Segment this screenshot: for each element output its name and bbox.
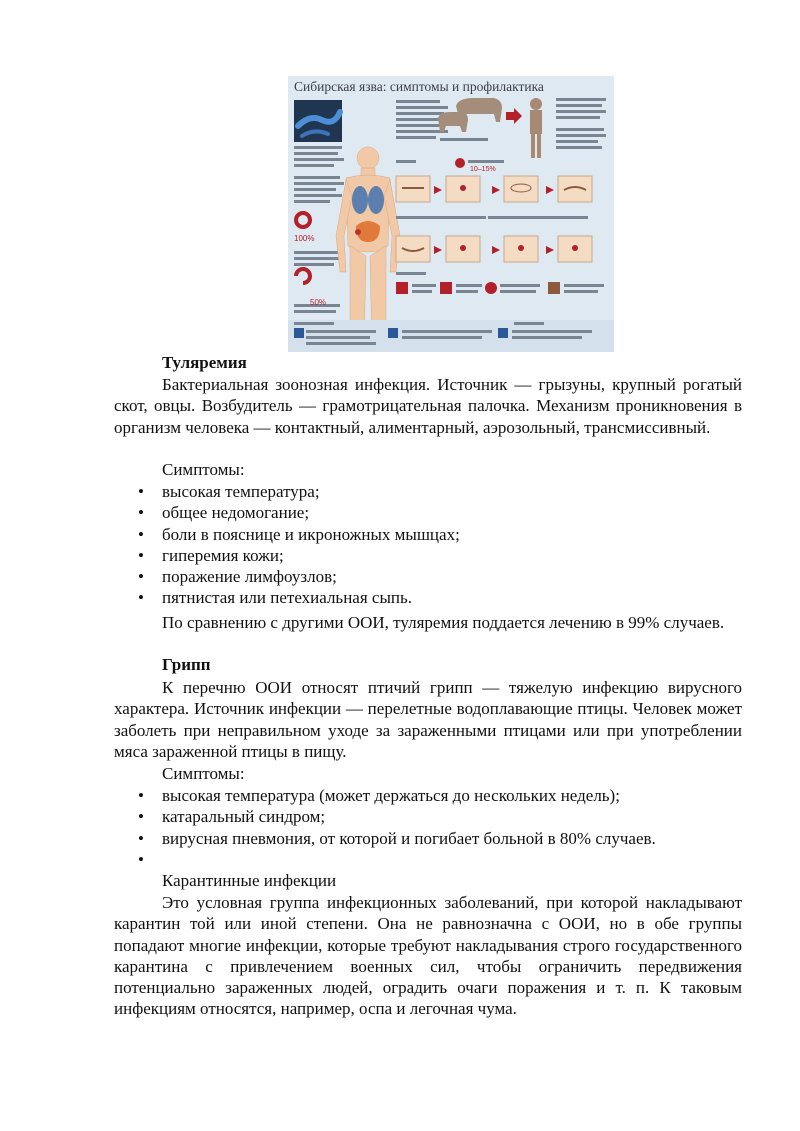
bullet: • <box>138 503 144 523</box>
bullet: • <box>138 786 144 805</box>
tularemia-symptom-list <box>114 481 460 609</box>
quarantine-text: Это условная группа инфекционных заболеваний, при которой накладывают карантин той или иной степени. Она не равнозначна с ООИ, но в обе группы попадают многие инфекции, которые требуют накладывания строго государственного карантина с привлечением военных сил, чтобы ограничить передвижения потенциально зараженных людей, оградить очаги поражения и т. п. К таковым инфекциям относятся, например, оспа и легочная чума. <box>114 893 742 1019</box>
list-item: • боли в пояснице и икроножных мышцах; <box>138 524 460 544</box>
bullet: • <box>138 588 144 608</box>
bullet: • <box>138 567 144 587</box>
bullet: • <box>138 545 144 565</box>
flu-heading: Грипп <box>162 655 211 674</box>
flu-symptoms-label: Симптомы: <box>162 764 245 783</box>
person-silhouette <box>530 98 542 158</box>
list-item: • пятнистая или петехиальная сыпь. <box>138 588 412 608</box>
tularemia-outcome: По сравнению с другими ООИ, туляремия поддается лечению в 99% случаев. <box>162 613 725 632</box>
tularemia-symptoms-label: Симптомы: <box>162 460 245 479</box>
cattle-silhouettes <box>438 98 502 132</box>
bullet: • <box>138 482 144 501</box>
bullet: • <box>138 828 144 848</box>
stat-50: 50% <box>310 298 327 307</box>
list-item: • катаральный синдром; <box>138 807 326 827</box>
list-item: • высокая температура; <box>138 482 320 501</box>
list-item <box>114 849 656 870</box>
list-item: • общее недомогание; <box>138 503 310 523</box>
infographic-title: Сибирская язва: симптомы и профилактика <box>294 79 544 94</box>
list-item: • вирусная пневмония, от которой и погибает больной в 80% случаев. <box>138 828 656 848</box>
list-item: • высокая температура (может держаться до нескольких недель); <box>138 786 620 805</box>
bullet: • <box>138 807 144 827</box>
infographic-drawing <box>288 76 614 352</box>
list-item: • гиперемия кожи; <box>138 545 284 565</box>
flu-intro: К перечню ООИ относят птичий грипп — тяжелую инфекцию вирусного характера. Источник инфекции — перелетные водоплавающие птицы. Человек может заболеть при неправильном уходе за зараженными птицами или при употреблении мяса зараженной птицы в пищу. <box>114 678 742 761</box>
tularemia-intro: Бактериальная зоонозная инфекция. Источник — грызуны, крупный рогатый скот, овцы. Возбудитель — грамотрицательная палочка. Механизм проникновения в организм человека — контактный, алиментарный, аэрозольный, трансмиссивный. <box>114 375 742 437</box>
stat-100: 100% <box>294 234 315 243</box>
bullet: • <box>138 524 144 544</box>
bullet: • <box>138 849 144 869</box>
quarantine-heading: Карантинные инфекции <box>162 871 337 890</box>
stat-10-15: 10–15% <box>470 166 496 173</box>
anthrax-infographic <box>288 76 614 352</box>
flu-symptom-list <box>114 785 656 870</box>
tularemia-heading: Туляремия <box>162 353 247 372</box>
human-figure <box>336 147 400 346</box>
list-item: • поражение лимфоузлов; <box>138 567 337 587</box>
